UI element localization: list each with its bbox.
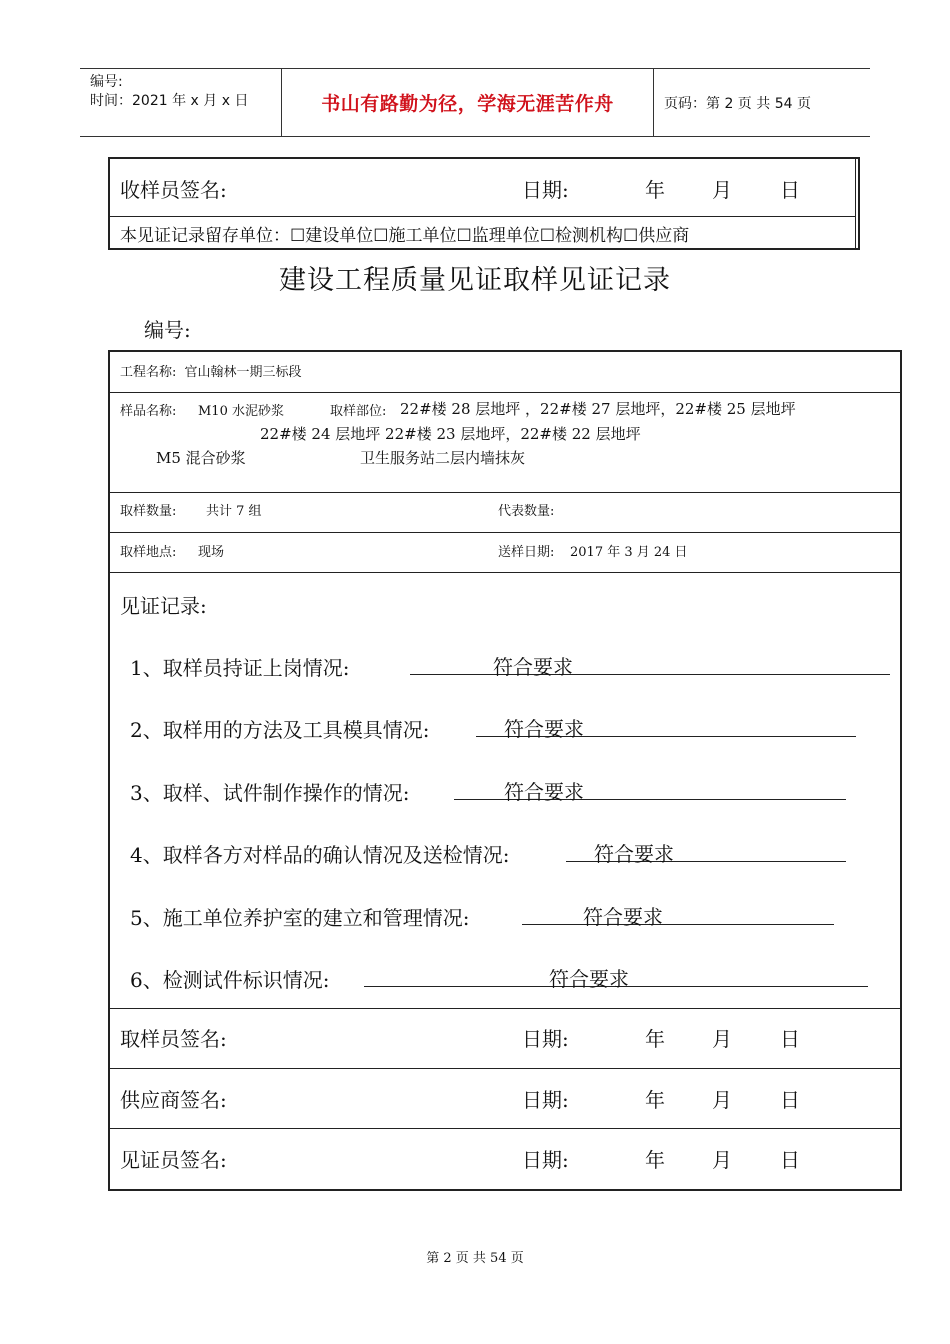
row-divider bbox=[110, 1008, 900, 1009]
receiver-day-label: 日 bbox=[780, 178, 800, 202]
row-divider bbox=[110, 572, 900, 573]
supplier-date-label: 日期: bbox=[522, 1088, 569, 1112]
record-heading: 见证记录: bbox=[120, 594, 207, 618]
top-signature-table bbox=[108, 157, 860, 250]
sample-location-3: 卫生服务站二层内墙抹灰 bbox=[360, 449, 526, 467]
document-title: 建设工程质量见证取样见证记录 bbox=[279, 265, 671, 296]
supplier-year-label: 年 bbox=[645, 1088, 665, 1112]
sampler-date-label: 日期: bbox=[522, 1027, 569, 1051]
record-item-6-value: 符合要求 bbox=[549, 967, 629, 991]
document-code-label: 编号: bbox=[144, 318, 191, 342]
record-item-3-label: 3、取样、试件制作操作的情况: bbox=[130, 781, 410, 805]
page-header bbox=[80, 68, 870, 137]
witness-year-label: 年 bbox=[645, 1148, 665, 1172]
receiver-year-label: 年 bbox=[645, 178, 665, 202]
sample-location-2: 22#楼 24 层地坪 22#楼 23 层地坪，22#楼 22 层地坪 bbox=[260, 425, 641, 443]
place-value: 现场 bbox=[198, 545, 225, 560]
receiver-date-label: 日期: bbox=[522, 178, 569, 202]
page-footer: 第 2 页 共 54 页 bbox=[426, 1251, 524, 1266]
witness-record-table bbox=[108, 350, 902, 1191]
record-item-4-value: 符合要求 bbox=[594, 842, 674, 866]
row-divider bbox=[110, 392, 900, 393]
project-name-row bbox=[120, 361, 302, 380]
send-date-label: 送样日期: bbox=[498, 545, 555, 560]
record-item-5-value: 符合要求 bbox=[583, 905, 663, 929]
header-time: 时间：2021 年 x 月 x 日 bbox=[90, 93, 249, 109]
retain-units-row bbox=[110, 217, 856, 248]
header-motto: 书山有路勤为径，学海无涯苦作舟 bbox=[282, 69, 654, 136]
witness-sign-label: 见证员签名: bbox=[120, 1148, 227, 1172]
row-divider bbox=[110, 1068, 900, 1069]
receiver-sign-label: 收样员签名: bbox=[120, 178, 227, 202]
sample-location-1: 22#楼 28 层地坪 ，22#楼 27 层地坪，22#楼 25 层地坪 bbox=[400, 400, 796, 418]
record-item-5-label: 5、施工单位养护室的建立和管理情况: bbox=[130, 906, 470, 930]
supplier-day-label: 日 bbox=[780, 1088, 800, 1112]
sampler-year-label: 年 bbox=[645, 1027, 665, 1051]
record-item-2-value: 符合要求 bbox=[504, 717, 584, 741]
header-code: 编号: bbox=[90, 74, 123, 90]
row-divider bbox=[110, 492, 900, 493]
witness-date-label: 日期: bbox=[522, 1148, 569, 1172]
record-item-1-value: 符合要求 bbox=[493, 655, 573, 679]
supplier-sign-label: 供应商签名: bbox=[120, 1088, 227, 1112]
receiver-sign-row bbox=[110, 159, 856, 217]
sample-name-label: 样品名称: bbox=[120, 404, 177, 419]
witness-day-label: 日 bbox=[780, 1148, 800, 1172]
supplier-month-label: 月 bbox=[712, 1088, 732, 1112]
sample-name-1: M10 水泥砂浆 bbox=[198, 404, 284, 419]
sampler-day-label: 日 bbox=[780, 1027, 800, 1051]
project-name-value: 官山翰林一期三标段 bbox=[184, 365, 302, 380]
project-name-label: 工程名称: bbox=[120, 365, 177, 380]
place-label: 取样地点: bbox=[120, 545, 177, 560]
row-divider bbox=[110, 1128, 900, 1129]
send-date-value: 2017 年 3 月 24 日 bbox=[570, 545, 688, 560]
record-item-6-label: 6、检测试件标识情况: bbox=[130, 968, 330, 992]
record-item-2-label: 2、取样用的方法及工具模具情况: bbox=[130, 718, 430, 742]
sampler-sign-label: 取样员签名: bbox=[120, 1027, 227, 1051]
rep-quantity-label: 代表数量: bbox=[498, 504, 555, 519]
header-page: 页码：第 2 页 共 54 页 bbox=[664, 95, 811, 112]
retain-units-text: 本见证记录留存单位：☐建设单位☐施工单位☐监理单位☐检测机构☐供应商 bbox=[120, 226, 690, 246]
quantity-label: 取样数量: bbox=[120, 504, 177, 519]
record-item-3-value: 符合要求 bbox=[504, 780, 584, 804]
row-divider bbox=[110, 532, 900, 533]
quantity-value: 共计 7 组 bbox=[206, 504, 262, 519]
header-info bbox=[80, 69, 282, 136]
sample-name-2: M5 混合砂浆 bbox=[156, 449, 246, 467]
sampler-month-label: 月 bbox=[712, 1027, 732, 1051]
top-table-inner bbox=[110, 159, 856, 248]
sample-location-label: 取样部位: bbox=[330, 404, 387, 419]
record-item-1-label: 1、取样员持证上岗情况: bbox=[130, 656, 350, 680]
record-item-4-label: 4、取样各方对样品的确认情况及送检情况: bbox=[130, 843, 510, 867]
receiver-month-label: 月 bbox=[712, 178, 732, 202]
witness-month-label: 月 bbox=[712, 1148, 732, 1172]
